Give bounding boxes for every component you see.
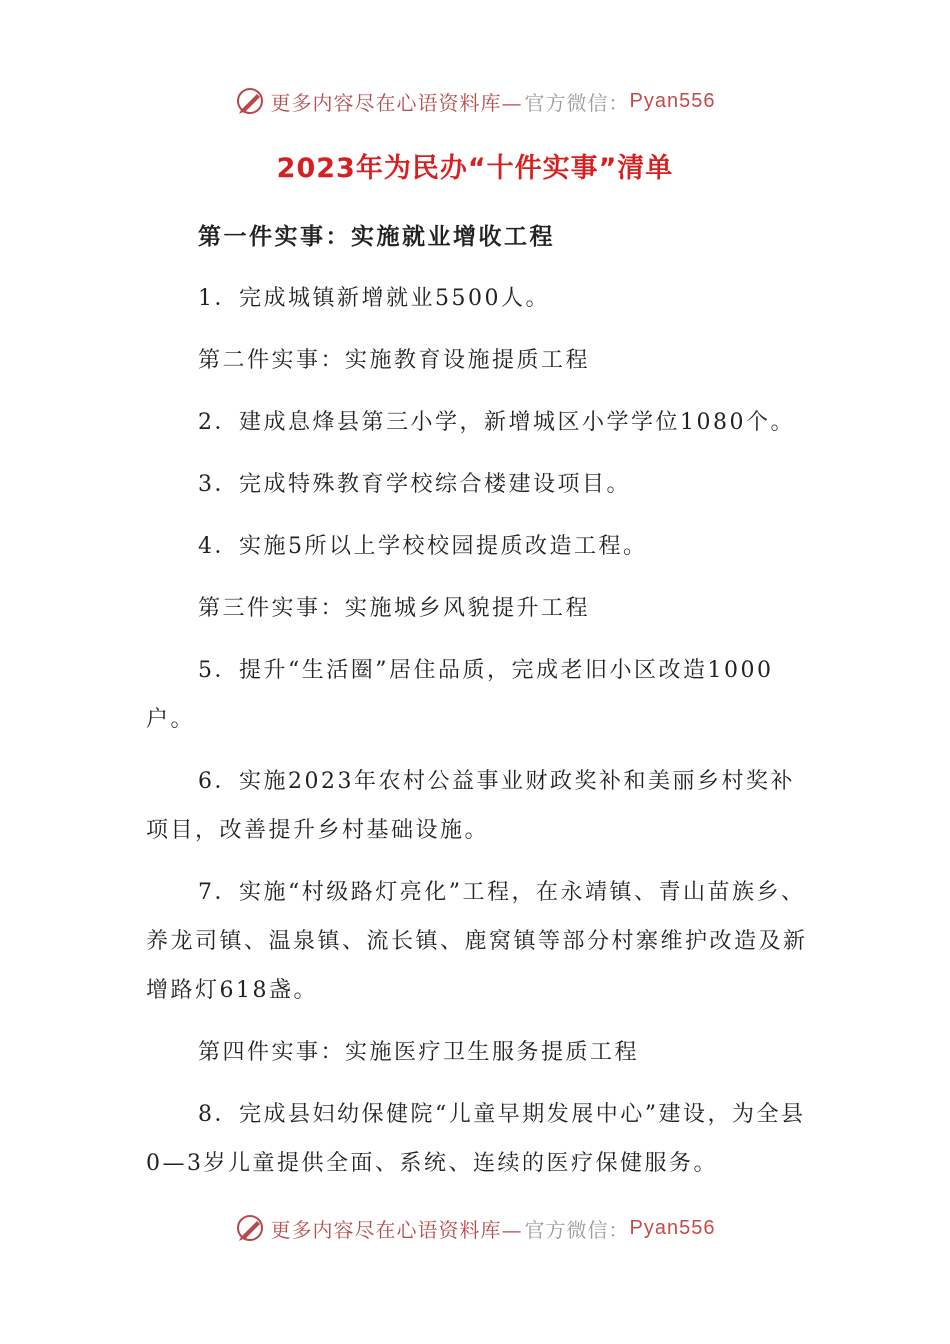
list-item: 3．完成特殊教育学校综合楼建设项目。 [198, 472, 631, 497]
watermark-header [0, 86, 950, 116]
watermark-brand-text: 更多内容尽在心语资料库— [270, 1217, 523, 1242]
section-heading: 第四件实事：实施医疗卫生服务提质工程 [198, 1040, 640, 1065]
section-heading: 第三件实事：实施城乡风貌提升工程 [198, 596, 591, 621]
section-heading: 第一件实事：实施就业增收工程 [198, 223, 555, 250]
section-heading: 第二件实事：实施教育设施提质工程 [198, 348, 591, 373]
list-item: 4．实施5所以上学校校园提质改造工程。 [198, 534, 648, 559]
document-title: 2023年为民办“十件实事”清单 [276, 153, 674, 184]
list-item: 6．实施2023年农村公益事业财政奖补和美丽乡村奖补项目，改善提升乡村基础设施。 [146, 769, 795, 843]
pen-logo-icon [235, 86, 265, 116]
watermark-brand-text: 更多内容尽在心语资料库— [270, 90, 523, 115]
watermark-wechat-id: Pyan556 [629, 1216, 716, 1239]
list-item: 8．完成县妇幼保健院“儿童早期发展中心”建设，为全县0—3岁儿童提供全面、系统、连续的医疗保健服务。 [146, 1102, 806, 1176]
list-item: 2．建成息烽县第三小学，新增城区小学学位1080个。 [198, 410, 795, 435]
list-item: 7．实施“村级路灯亮化”工程，在永靖镇、青山苗族乡、养龙司镇、温泉镇、流长镇、鹿窝镇等部分村寨维护改造及新增路灯618盏。 [146, 880, 808, 1003]
document-body [146, 212, 808, 1201]
list-item: 1．完成城镇新增就业5500人。 [198, 286, 550, 311]
watermark-footer [0, 1213, 950, 1243]
watermark-wechat-label: 官方微信： [524, 90, 630, 115]
pen-logo-icon [235, 1213, 265, 1243]
watermark-wechat-label: 官方微信： [524, 1217, 630, 1242]
list-item: 5．提升“生活圈”居住品质，完成老旧小区改造1000户。 [146, 658, 774, 732]
watermark-wechat-id: Pyan556 [629, 89, 716, 112]
